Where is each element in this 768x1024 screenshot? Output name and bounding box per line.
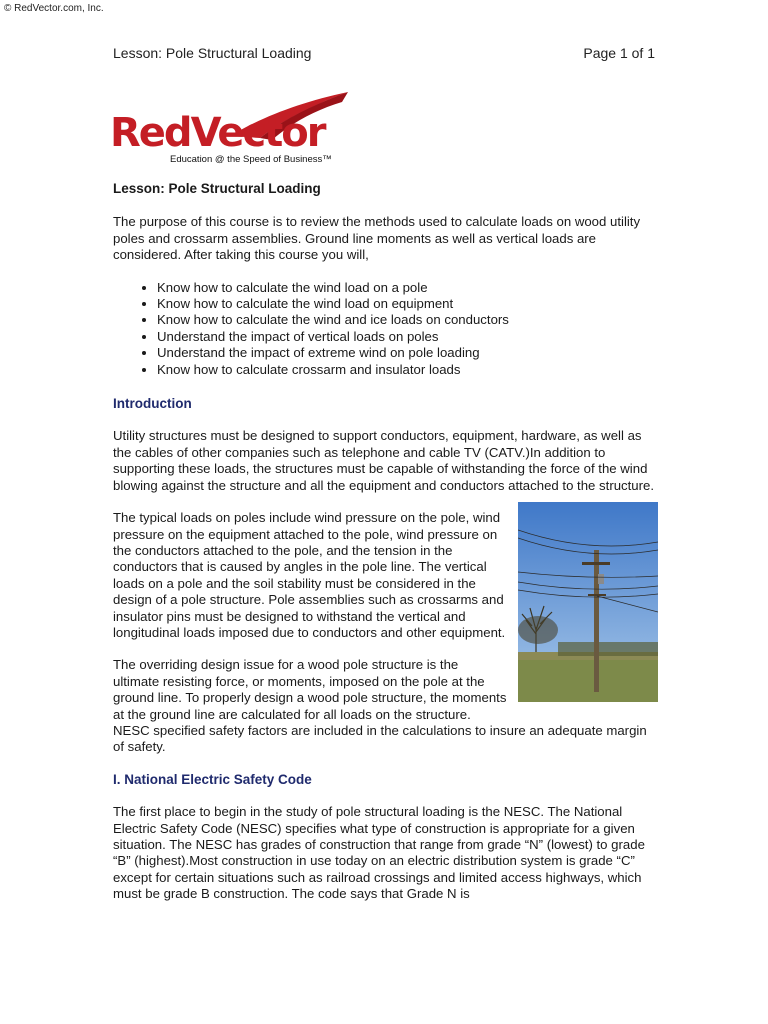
page-header (113, 45, 655, 61)
introduction-paragraph-2: The typical loads on poles include wind pressure on the pole, wind pressure on the equipment attached to the pole, wind pressure on the conductors attached to the pole, and the tension in the conductors that is caused by angles in the pole line. The vertical loads on a pole and the soil stability must be considered in the design of a pole structure. Pole assemblies such as crossarms and insulator pins must be designed to withstand the vertical and longitudinal loads imposed due to conductors and other equipment. (113, 510, 506, 640)
utility-pole-photo (518, 502, 658, 702)
introduction-paragraph-1: Utility structures must be designed to support conductors, equipment, hardware, as well as the cables of other companies such as telephone and cable TV (CATV.)In addition to supporting these loads, the structures must be capable of withstanding the force of the wind blowing against the structure and all the equipment and conductors attached to the structure. (113, 428, 655, 493)
objective-item: • Know how to calculate the wind load on a pole (157, 280, 658, 296)
objective-item: • Know how to calculate the wind load on equipment (157, 296, 658, 312)
objectives-list (113, 280, 658, 378)
introduction-paragraph-3: The overriding design issue for a wood pole structure is the ultimate resisting force, or moments, imposed on the pole at the ground line. To properly design a wood pole structure, the moments at the ground line are calculated for all loads on the structure. NESC specified safety factors are included in the calculations to insure an adequate margin of safety. (113, 657, 647, 755)
nesc-paragraph-1: The first place to begin in the study of pole structural loading is the NESC. The National Electric Safety Code (NESC) specifies what type of construction is appropriate for a given situation. The NESC has grades of construction that range from grade “N” (lowest) to grade “B” (highest).Most construction in use today on an electric distribution system is grade “C” except for certain situations such as railroad crossings and limited access highways, which must be grade B construction. The code says that Grade N is (113, 804, 645, 902)
lesson-title: Lesson: Pole Structural Loading (113, 181, 321, 196)
intro-paragraph: The purpose of this course is to review the methods used to calculate loads on wood utility poles and crossarm assemblies. Ground line moments as well as vertical loads are considered. After taking this course you will, (113, 214, 641, 263)
header-page-number: Page 1 of 1 (583, 45, 655, 61)
lesson-content (113, 181, 658, 919)
header-lesson-title: Lesson: Pole Structural Loading (113, 45, 312, 61)
redvector-logo (110, 88, 355, 170)
objective-item: • Understand the impact of vertical loads on poles (157, 329, 658, 345)
objective-item: • Know how to calculate the wind and ice loads on conductors (157, 312, 658, 328)
section-heading-introduction: Introduction (113, 396, 192, 412)
logo-tagline: Education @ the Speed of Business™ (170, 154, 332, 165)
copyright-notice: © RedVector.com, Inc. (4, 3, 104, 14)
section-heading-nesc: I. National Electric Safety Code (113, 771, 312, 787)
logo-wordmark: RedVector (110, 110, 325, 156)
objective-item: • Understand the impact of extreme wind on pole loading (157, 345, 658, 361)
objective-item: • Know how to calculate crossarm and insulator loads (157, 362, 658, 378)
